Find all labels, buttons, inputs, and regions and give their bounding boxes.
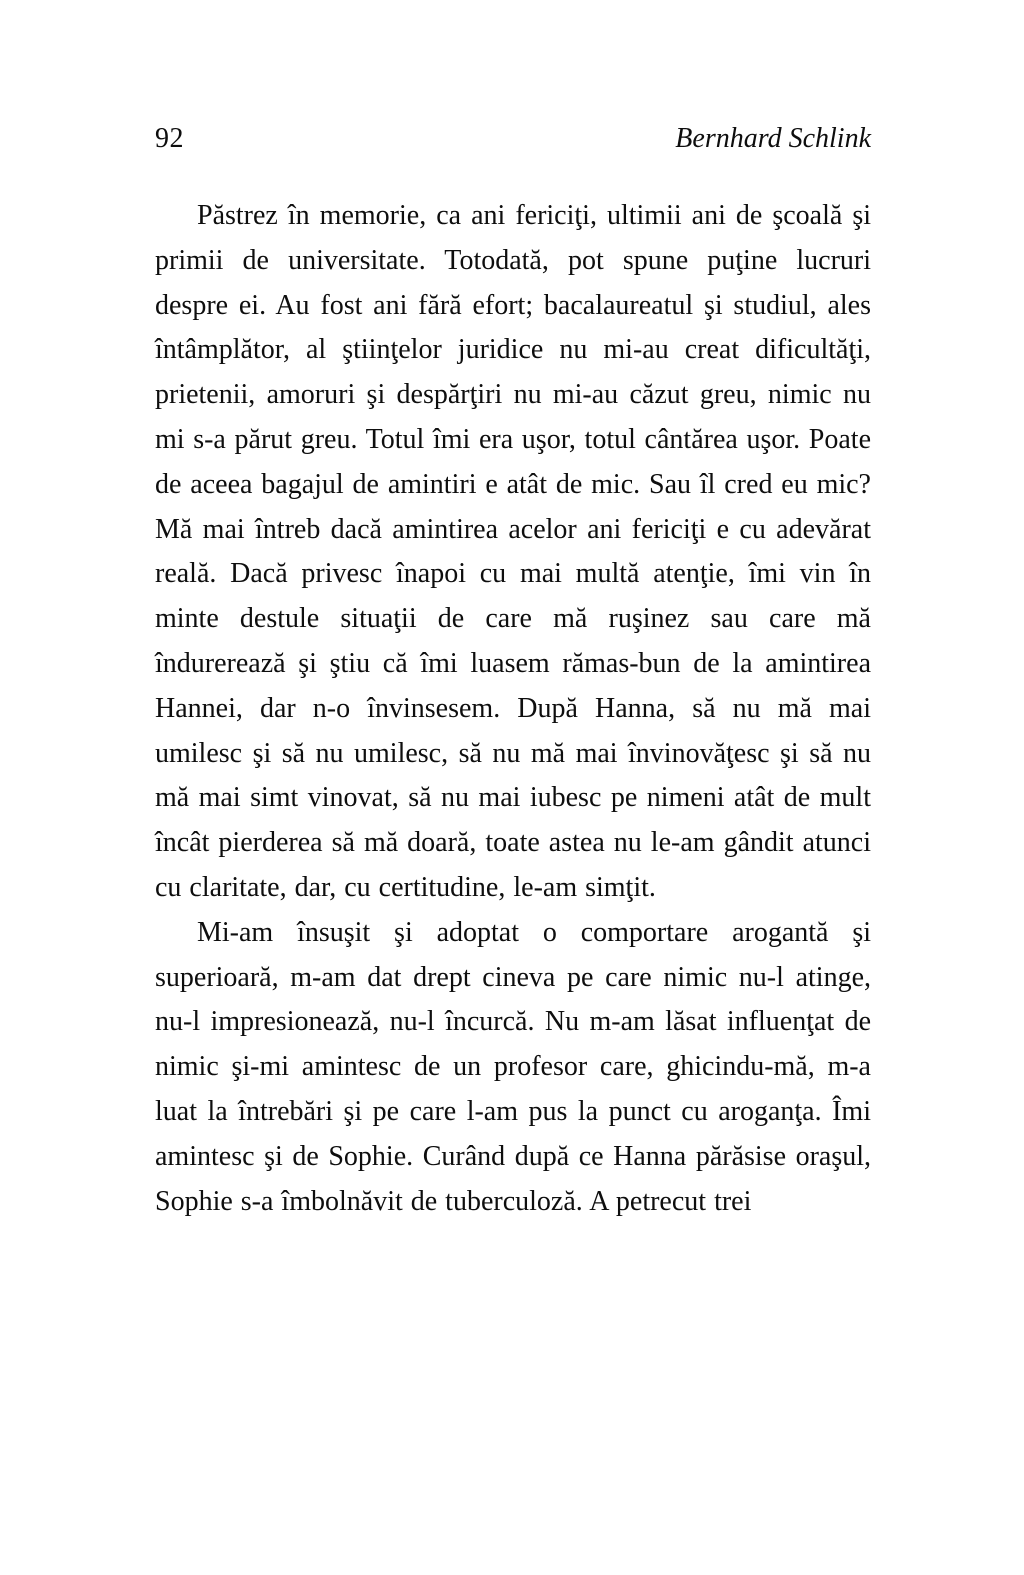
body-text [155,194,871,1224]
paragraph: Păstrez în memorie, ca ani fericiţi, ultimii ani de şcoală şi primii de universitate. Totodată, pot spune puţine lucruri despre ei. Au fost ani fără efort; bacalaureatul şi studiul, ales întâmplător, al ştiinţelor juridice nu mi-au creat dificultăţi, prietenii, amoruri şi despărţiri nu mi-au căzut greu, nimic nu mi s-a părut greu. Totul îmi era uşor, totul cântărea uşor. Poate de aceea bagajul de amintiri e atât de mic. Sau îl cred eu mic? Mă mai întreb dacă amintirea acelor ani fericiţi e cu adevărat reală. Dacă privesc înapoi cu mai multă atenţie, îmi vin în minte destule situaţii de care mă ruşinez sau care mă îndurerează şi ştiu că îmi luasem rămas-bun de la amintirea Hannei, dar n-o învinsesem. După Hanna, să nu mă mai umilesc şi să nu umilesc, să nu mă mai învinovăţesc şi să nu mă mai simt vinovat, să nu mai iubesc pe nimeni atât de mult încât pierderea să mă doară, toate astea nu le-am gândit atunci cu claritate, dar, cu certitudine, le-am simţit. [155,200,871,903]
running-header-author: Bernhard Schlink [675,123,871,154]
paragraph: Mi-am însuşit şi adoptat o comportare arogantă şi superioară, m-am dat drept cineva pe care nimic nu-l atinge, nu-l impresionează, nu-l încurcă. Nu m-am lăsat influenţat de nimic şi-mi amintesc de un profesor care, ghicindu-mă, m-a luat la întrebări şi pe care l-am pus la punct cu aroganţa. Îmi amintesc şi de Sophie. Curând după ce Hanna părăsise oraşul, Sophie s-a îmbolnăvit de tuberculoză. A petrecut trei [155,916,871,1217]
running-header [155,122,871,156]
page-number: 92 [155,123,184,154]
text-block [155,122,871,1224]
